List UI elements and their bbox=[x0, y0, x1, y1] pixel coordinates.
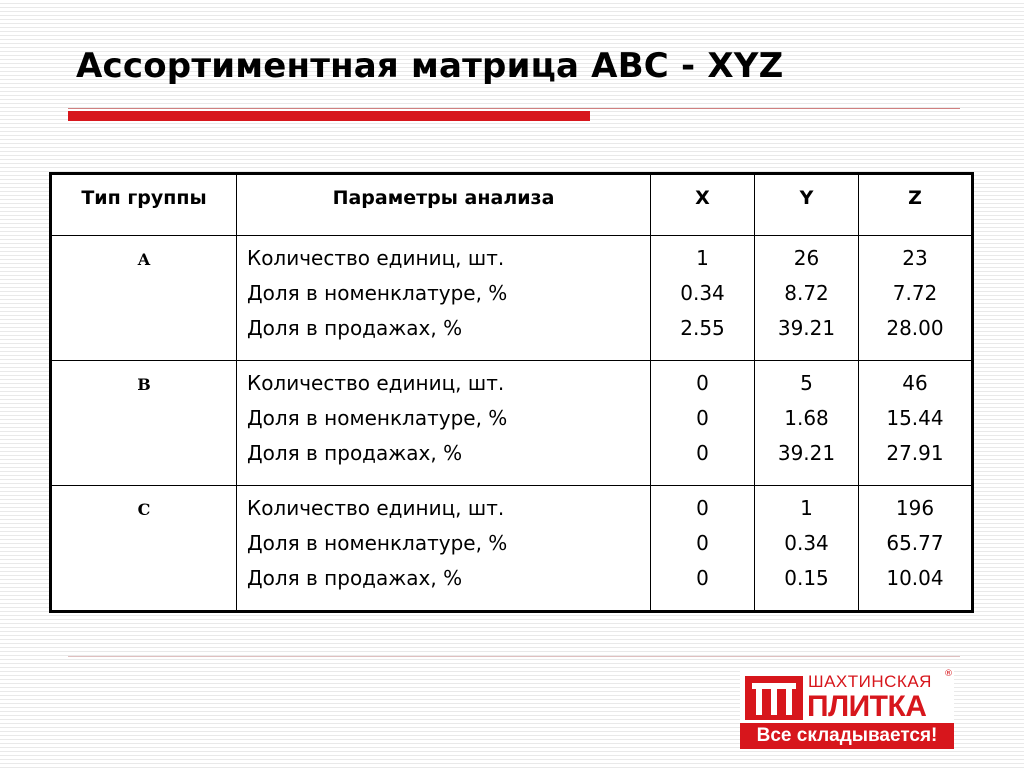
value: 10.04 bbox=[886, 566, 944, 590]
group-label-c: C bbox=[51, 486, 237, 612]
title-underline-accent-bar bbox=[68, 111, 590, 121]
header-analysis-params: Параметры анализа bbox=[237, 174, 651, 236]
value: 0 bbox=[696, 496, 709, 520]
value: 15.44 bbox=[886, 406, 944, 430]
param-label: Доля в продажах, % bbox=[247, 316, 463, 340]
logo-top-text: ШАХТИНСКАЯ bbox=[808, 672, 932, 691]
group-label-b: B bbox=[51, 361, 237, 486]
table-row-group-a bbox=[51, 236, 973, 361]
param-label: Доля в номенклатуре, % bbox=[247, 406, 508, 430]
params-cell bbox=[237, 236, 651, 361]
value: 0 bbox=[696, 441, 709, 465]
value: 7.72 bbox=[892, 281, 938, 305]
registered-mark: ® bbox=[944, 669, 953, 679]
header-x: X bbox=[651, 174, 755, 236]
y-values-cell bbox=[755, 486, 859, 612]
abc-xyz-matrix-table bbox=[49, 172, 974, 613]
value: 1 bbox=[696, 246, 709, 270]
y-values-cell bbox=[755, 361, 859, 486]
value: 8.72 bbox=[784, 281, 829, 305]
value: 0 bbox=[696, 566, 709, 590]
x-values-cell bbox=[651, 486, 755, 612]
value: 0.34 bbox=[784, 531, 829, 555]
value: 23 bbox=[902, 246, 928, 270]
value: 0.34 bbox=[680, 281, 725, 305]
z-values-cell bbox=[859, 361, 973, 486]
table-row-group-b bbox=[51, 361, 973, 486]
logo-slogan: Все складывается! bbox=[740, 723, 954, 749]
param-label: Доля в номенклатуре, % bbox=[247, 281, 508, 305]
header-y: Y bbox=[755, 174, 859, 236]
value: 196 bbox=[895, 496, 935, 520]
value: 39.21 bbox=[777, 316, 836, 340]
header-group-type: Тип группы bbox=[51, 174, 237, 236]
param-label: Количество единиц, шт. bbox=[247, 496, 505, 520]
params-cell bbox=[237, 361, 651, 486]
param-label: Доля в номенклатуре, % bbox=[247, 531, 508, 555]
param-label: Доля в продажах, % bbox=[247, 441, 463, 465]
value: 1 bbox=[800, 496, 813, 520]
x-values-cell bbox=[651, 236, 755, 361]
table-header-row bbox=[51, 174, 973, 236]
params-cell bbox=[237, 486, 651, 612]
param-label: Количество единиц, шт. bbox=[247, 246, 505, 270]
tile-logo-icon bbox=[745, 676, 803, 720]
z-values-cell bbox=[859, 236, 973, 361]
page-title: Ассортиментная матрица ABC - XYZ bbox=[76, 46, 784, 86]
company-logo bbox=[740, 668, 954, 750]
value: 0.15 bbox=[784, 566, 829, 590]
group-label-a: A bbox=[51, 236, 237, 361]
value: 46 bbox=[902, 371, 928, 395]
value: 26 bbox=[793, 246, 820, 270]
logo-main-text: ПЛИТКА bbox=[807, 690, 927, 723]
value: 0 bbox=[696, 371, 709, 395]
footer-divider bbox=[68, 656, 960, 657]
x-values-cell bbox=[651, 361, 755, 486]
value: 28.00 bbox=[886, 316, 944, 340]
value: 65.77 bbox=[886, 531, 944, 555]
value: 39.21 bbox=[777, 441, 836, 465]
value: 27.91 bbox=[886, 441, 944, 465]
value: 2.55 bbox=[680, 316, 725, 340]
param-label: Доля в продажах, % bbox=[247, 566, 463, 590]
value: 1.68 bbox=[784, 406, 829, 430]
param-label: Количество единиц, шт. bbox=[247, 371, 505, 395]
header-z: Z bbox=[859, 174, 973, 236]
table-row-group-c bbox=[51, 486, 973, 612]
value: 0 bbox=[696, 406, 709, 430]
value: 0 bbox=[696, 531, 709, 555]
z-values-cell bbox=[859, 486, 973, 612]
value: 5 bbox=[800, 371, 813, 395]
title-underline-thin bbox=[68, 108, 960, 109]
y-values-cell bbox=[755, 236, 859, 361]
